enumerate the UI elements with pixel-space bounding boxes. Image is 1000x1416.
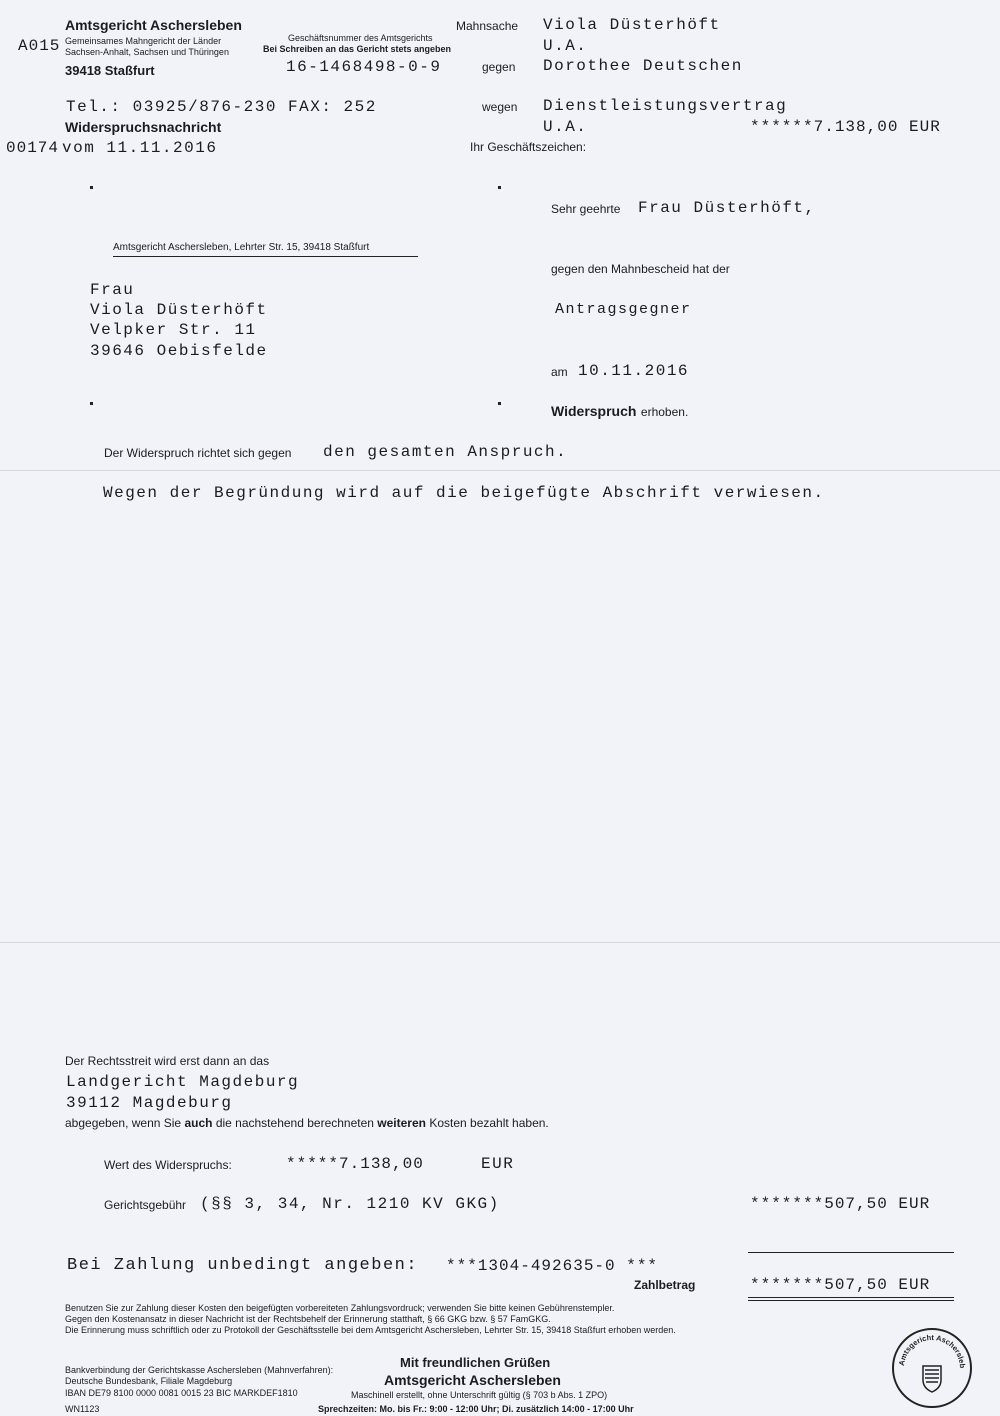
court-sub1: Gemeinsames Mahngericht der Länder	[65, 36, 222, 46]
value-label: Wert des Widerspruchs:	[104, 1158, 232, 1172]
payment-ref-label: Bei Zahlung unbedingt angeben:	[67, 1256, 419, 1275]
bank-line-2: Deutsche Bundesbank, Filiale Magdeburg	[65, 1376, 233, 1386]
code-left: A015	[18, 37, 61, 55]
sender-line: Amtsgericht Aschersleben, Lehrter Str. 15, 39418 Staßfurt	[113, 242, 370, 253]
fee-label: Gerichtsgebühr	[104, 1198, 187, 1212]
reason-text: Wegen der Begründung wird auf die beigefügte Abschrift verwiesen.	[103, 484, 825, 502]
total-amount: *******507,50 EUR	[750, 1276, 931, 1294]
cond-pre: abgegeben, wenn Sie	[65, 1116, 182, 1130]
bank-line-3: IBAN DE79 8100 0000 0081 0015 23 BIC MARKDEF1810	[65, 1388, 298, 1398]
objection-bold: Widerspruch	[551, 403, 637, 419]
label-gegen: gegen	[482, 60, 516, 74]
court-city: 39418 Staßfurt	[65, 63, 155, 78]
date-label: am	[551, 365, 568, 379]
fold-line	[0, 470, 1000, 471]
machine-note: Maschinell erstellt, ohne Unterschrift gültig (§ 703 b Abs. 1 ZPO)	[351, 1390, 608, 1400]
recipient-line-2: Viola Düsterhöft	[90, 301, 268, 319]
doc-date: vom 11.11.2016	[62, 139, 218, 157]
objection-statement	[551, 403, 688, 421]
cond-bold-2: weiteren	[377, 1116, 426, 1130]
court-sub2: Sachsen-Anhalt, Sachsen und Thüringen	[65, 47, 229, 57]
window-mark	[498, 402, 501, 405]
office-hours: Sprechzeiten: Mo. bis Fr.: 9:00 - 12:00 Uhr; Di. zusätzlich 14:00 - 17:00 Uhr	[318, 1404, 634, 1414]
label-reference: Ihr Geschäftszeichen:	[470, 140, 587, 154]
transfer-intro: Der Rechtsstreit wird erst dann an das	[65, 1054, 270, 1068]
value-currency: EUR	[481, 1155, 515, 1173]
scope-value: den gesamten Anspruch.	[323, 443, 568, 461]
note-line-1: Benutzen Sie zur Zahlung dieser Kosten den beigefügten vorbereiteten Zahlungsvordruck; verwenden Sie bitte keinen Gebührenstempler.	[65, 1303, 615, 1313]
recipient-line-4: 39646 Oebisfelde	[90, 342, 268, 360]
intro-text: gegen den Mahnbescheid hat der	[551, 262, 730, 276]
label-mahnsache: Mahnsache	[456, 19, 519, 33]
form-code: WN1123	[65, 1404, 100, 1414]
label-wegen: wegen	[482, 100, 518, 114]
footer-court: Amtsgericht Aschersleben	[384, 1372, 561, 1388]
claimant: Viola Düsterhöft	[543, 16, 721, 34]
value-amount: *****7.138,00	[286, 1155, 424, 1173]
fold-line	[0, 942, 1000, 943]
cond-post: Kosten bezahlt haben.	[429, 1116, 549, 1130]
court-name: Amtsgericht Aschersleben	[65, 17, 242, 33]
payment-ref: ***1304-492635-0 ***	[446, 1257, 659, 1275]
transfer-court-2: 39112 Magdeburg	[66, 1094, 233, 1112]
window-mark	[498, 186, 501, 189]
doc-number: 00174	[6, 139, 60, 157]
sum-line	[748, 1252, 954, 1253]
transfer-condition	[65, 1116, 549, 1130]
party-role: Antragsgegner	[555, 301, 692, 318]
scope-label: Der Widerspruch richtet sich gegen	[104, 446, 292, 460]
claim-amount: ******7.138,00 EUR	[750, 118, 941, 136]
ref-number: 16-1468498-0-9	[286, 58, 442, 76]
window-mark	[90, 186, 93, 189]
doc-type: Widerspruchsnachricht	[65, 119, 222, 135]
cond-mid: die nachstehend berechneten	[215, 1116, 374, 1130]
phone-fax: Tel.: 03925/876-230 FAX: 252	[66, 98, 377, 116]
note-line-3: Die Erinnerung muss schriftlich oder zu Protokoll der Geschäftsstelle bei dem Amtsgericht Aschersleben, Lehrter Str. 15, 39418 Staßfurt erhoben werden.	[65, 1325, 676, 1335]
note-line-2: Gegen den Kostenansatz in dieser Nachricht ist der Rechtsbehelf der Erinnerung statthaft, § 66 GKG bzw. § 57 FamGKG.	[65, 1314, 551, 1324]
window-mark	[90, 402, 93, 405]
total-label: Zahlbetrag	[634, 1278, 696, 1292]
subject: Dienstleistungsvertrag	[543, 97, 788, 115]
ref-label-1: Geschäftsnummer des Amtsgerichts	[288, 33, 433, 43]
total-underline-1	[748, 1297, 954, 1298]
fee-basis: (§§ 3, 34, Nr. 1210 KV GKG)	[200, 1195, 500, 1213]
cond-bold-1: auch	[184, 1116, 213, 1130]
fee-amount: *******507,50 EUR	[750, 1195, 931, 1213]
svg-text:Amtsgericht Aschersleben	[894, 1330, 967, 1369]
subject-ua: U.A.	[543, 118, 588, 136]
defendant: Dorothee Deutschen	[543, 57, 743, 75]
bank-line-1: Bankverbindung der Gerichtskasse Aschersleben (Mahnverfahren):	[65, 1365, 334, 1375]
sender-underline	[113, 256, 418, 257]
seal-text: Amtsgericht Aschersleb	[897, 1332, 968, 1369]
objection-rest: erhoben.	[640, 405, 689, 419]
recipient-line-1: Frau	[90, 281, 135, 299]
ref-label-2: Bei Schreiben an das Gericht stets angeben	[263, 44, 452, 54]
transfer-court-1: Landgericht Magdeburg	[66, 1073, 300, 1091]
greeting: Mit freundlichen Grüßen	[400, 1355, 551, 1370]
salutation-name: Frau Düsterhöft,	[638, 199, 816, 217]
objection-date: 10.11.2016	[578, 362, 690, 380]
recipient-line-3: Velpker Str. 11	[90, 321, 257, 339]
salutation-label: Sehr geehrte	[551, 202, 621, 216]
coat-of-arms-stripes	[925, 1370, 939, 1382]
total-underline-2	[748, 1300, 954, 1301]
court-seal	[892, 1328, 972, 1408]
claimant-ua: U.A.	[543, 37, 588, 55]
